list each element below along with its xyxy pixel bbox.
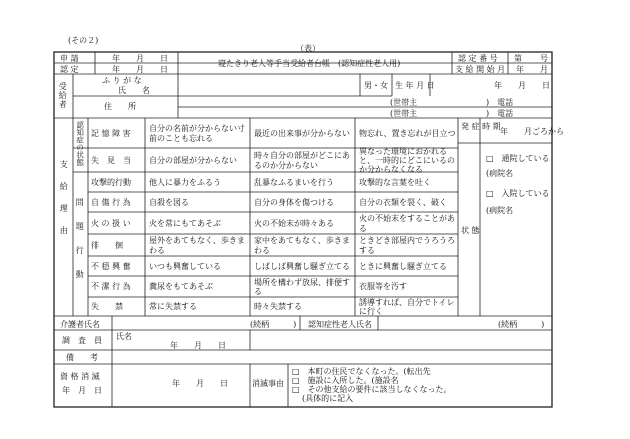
shometsu-jiyu-label: 消滅事由 (252, 379, 284, 388)
row-label: 不 穏 興 奮 (91, 261, 131, 271)
reason-tenshutsu[interactable]: □ 本町の住民でなくなった。(転出先 (292, 367, 431, 376)
chosa-shimei-label: 氏名 (116, 332, 132, 341)
furigana-label: ふ り が な (102, 76, 142, 85)
row-label: 失 見 当 (91, 155, 131, 165)
shinsei-date[interactable]: 年 月 日 (112, 54, 168, 63)
shometsu-date[interactable]: 年 月 日 (172, 379, 228, 388)
birth-date[interactable]: 年 月 日 (494, 81, 550, 90)
zokugara-2[interactable]: (続柄 ) (498, 320, 545, 329)
nintei-date[interactable]: 年 月 日 (112, 65, 168, 74)
birth-label: 生 年 月 日 (395, 81, 435, 90)
denwa-1: ) 電話 (486, 98, 514, 107)
biko-label: 備 考 (66, 353, 98, 362)
nyuin-checkbox[interactable]: □ 入院している (486, 189, 550, 198)
shikyu-year-month[interactable]: 年 月 (516, 65, 548, 74)
severity-mid: 乱暴なふるまいを行う (254, 177, 334, 187)
severity-low: 攻撃的な言葉を吐く (359, 177, 431, 187)
severity-low: ときに興奮し騒ぎ立てる (359, 261, 447, 271)
nintei-bango-label: 認 定 番 号 (458, 54, 498, 63)
severity-mid: 自分の身体を傷つける (254, 197, 334, 207)
severity-low: 誘導すれば、自分でトイレに行く (359, 297, 455, 316)
form-title: 寝たきり老人等手当受給者台帳 (認知症性老人用) (218, 59, 401, 68)
severity-high: いつも興奮している (149, 261, 221, 271)
row-label: 火 の 扱 い (91, 218, 131, 228)
chosa-date[interactable]: 年 月 日 (170, 341, 226, 350)
severity-mid: 時々失禁する (254, 302, 302, 312)
denwa-2: ) 電話 (486, 109, 514, 118)
shikyu-kaishi-label: 支 給 開 始 月 (455, 65, 506, 74)
page-label: (その２) (68, 36, 99, 45)
hassho-jiki-label: 発 症 時 期 (461, 122, 501, 131)
severity-high: 自分の名前が分からない寸前のことも忘れる (149, 124, 245, 143)
severity-high: 自分の部屋が分からない (149, 155, 237, 165)
table-label: （表） (296, 44, 320, 53)
hassho-value[interactable]: 年 月ごろから (500, 127, 564, 136)
severity-low: 衣服等を汚す (359, 282, 407, 292)
reason-sonota[interactable]: □ その他支給の要件に該当しなくなった。 (292, 385, 452, 394)
jotai-label: 状 態 (461, 226, 480, 235)
nintei-label: 認 定 (60, 65, 79, 74)
severity-low: 自分の衣類を裂く、破く (359, 197, 447, 207)
dai-label: 第 (514, 54, 522, 63)
severity-high: 屋外をあてもなく、歩きまわる (149, 236, 245, 255)
reason-shisetsu[interactable]: □ 施設に入所した。(施設名 (292, 376, 399, 385)
severity-mid: 家中をあてもなく、歩きまわる (254, 236, 350, 255)
shikaku-label: 資 格 消 滅 (60, 372, 100, 381)
reason-sonota-detail[interactable]: (具体的に記入 (302, 394, 354, 403)
severity-high: 自殺を図る (149, 197, 189, 207)
row-label: 記 憶 障 害 (91, 128, 131, 138)
severity-mid: 時々自分の部屋がどこにあるのか分からない (254, 151, 350, 170)
recipient-section-label: 受給者 (58, 82, 68, 109)
row-label: 失 禁 (91, 302, 123, 312)
severity-high: 常に失禁する (149, 302, 197, 312)
zokugara-1[interactable]: (続柄 ) (250, 320, 297, 329)
severity-low: ときどき部屋内でうろうろする (359, 236, 455, 255)
setainushi-1: (世帯主 (390, 98, 418, 107)
severity-low: 物忘れ、置き忘れが目立つ (359, 128, 456, 138)
byoin-name-2[interactable]: (病院名 (486, 206, 514, 215)
severity-mid: 火の不始末が時々ある (254, 218, 334, 228)
severity-high: 糞尿をもてあそぶ (149, 282, 213, 292)
severity-high: 他人に暴力をふるう (149, 177, 221, 187)
ninchi-name-label: 認知症性老人氏名 (308, 320, 372, 329)
row-label: 攻撃的行動 (91, 177, 131, 187)
nengappi-label: 年 月 日 (62, 386, 102, 395)
severity-low: 火の不始末をすることがある (359, 214, 455, 233)
chosa-label: 調 査 員 (62, 336, 102, 345)
name-label: 氏 名 (118, 86, 150, 95)
kaigosha-label: 介護者氏名 (60, 320, 100, 329)
severity-mid: 場所を構わず放尿、排便する (254, 277, 350, 296)
severity-low: 異なった環境におかれると、一時的にどこにいるのか分からなくなる (359, 146, 455, 175)
ninchi-state-label: 認知症の状態 (75, 121, 85, 166)
row-label: 自 傷 行 為 (91, 197, 131, 207)
go-label: 号 (540, 54, 548, 63)
shinsei-label: 申 請 (60, 54, 79, 63)
setainushi-2: (世帯主 (390, 109, 418, 118)
reason-section-label: 支給理由 (59, 160, 69, 248)
byoin-name-1[interactable]: (病院名 (486, 169, 514, 178)
tsuin-checkbox[interactable]: □ 通院している (486, 154, 550, 163)
address-label: 住 所 (104, 102, 136, 111)
severity-high: 火を常にもてあそぶ (149, 218, 221, 228)
sex-option[interactable]: 男・女 (364, 81, 388, 90)
severity-mid: 最近の出来事が分からない (254, 128, 350, 138)
severity-mid: しばしば興奮し騒ぎ立てる (254, 261, 350, 271)
mondai-koudou-label: 問題行動 (75, 198, 85, 294)
row-label: 不 潔 行 為 (91, 282, 131, 292)
row-label: 徘 徊 (91, 240, 123, 250)
